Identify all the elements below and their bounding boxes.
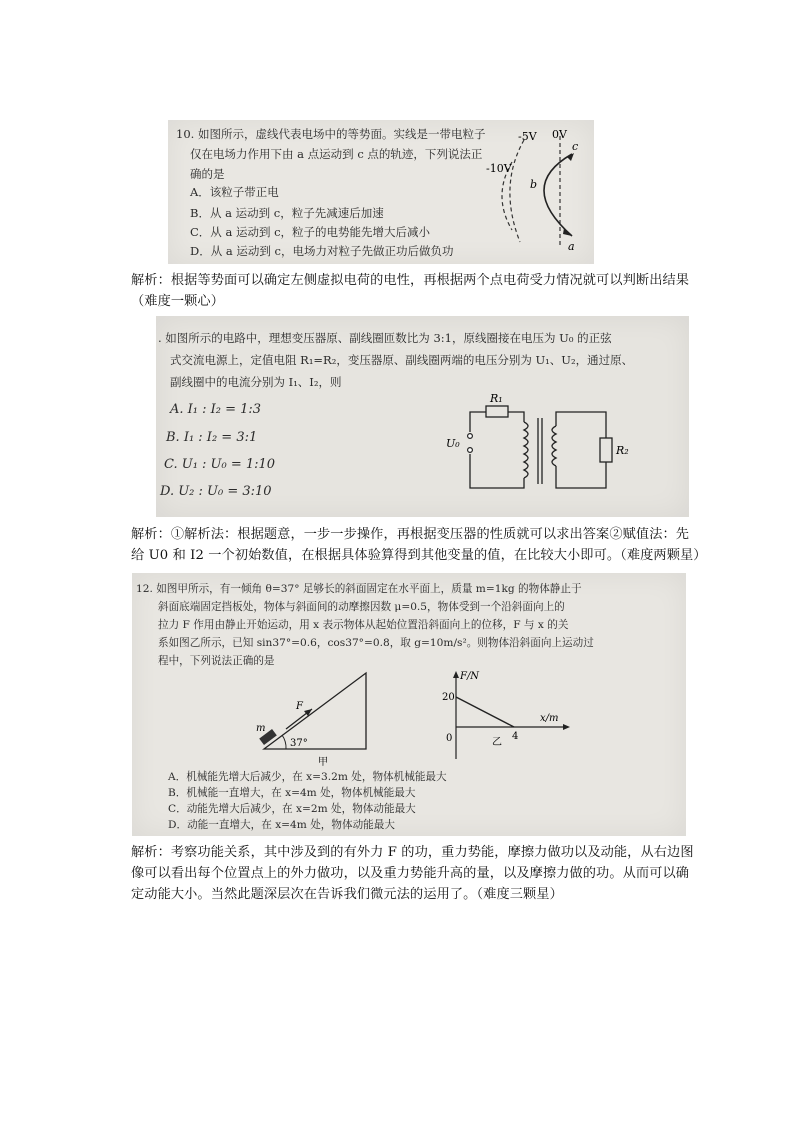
q12-stem-line: 12. 如图甲所示，有一倾角 θ=37° 足够长的斜面固定在水平面上，质量 m=1kg 的物体静止于 bbox=[136, 583, 582, 595]
analysis-line: 定动能大小。当然此题深层次在告诉我们微元法的运用了。（难度三颗星） bbox=[131, 887, 563, 902]
label-r2: R₂ bbox=[616, 444, 629, 457]
q11-analysis bbox=[131, 524, 707, 566]
q11-option-d: D. U₂ : U₀ = 3:10 bbox=[160, 484, 272, 499]
label-m: m bbox=[256, 723, 266, 734]
label-x-axis: x/m bbox=[540, 713, 559, 724]
q12-analysis bbox=[131, 842, 701, 905]
circuit-wire bbox=[470, 412, 486, 432]
q10-option-d: D．从 a 运动到 c，电场力对粒子先做正功后做负功 bbox=[190, 244, 454, 258]
q12-photo bbox=[132, 573, 686, 836]
circuit-wire bbox=[556, 462, 606, 488]
label-minus10v: -10V bbox=[486, 162, 512, 175]
q11-option-b: B. I₁ : I₂ = 3:1 bbox=[166, 430, 258, 445]
f-x-line bbox=[456, 697, 514, 727]
label-20: 20 bbox=[442, 692, 455, 703]
q10-stem-line: 10. 如图所示，虚线代表电场中的等势面。实线是一带电粒子 bbox=[176, 127, 486, 141]
incline bbox=[264, 673, 366, 749]
label-u0: U₀ bbox=[446, 437, 460, 450]
q11-circuit-figure bbox=[446, 392, 646, 502]
q12-stem-line: 拉力 F 作用由静止开始运动，用 x 表示物体从起始位置沿斜面向上的位移，F 与 x 的关 bbox=[158, 619, 569, 631]
q12-option-a: A．机械能先增大后减少，在 x=3.2m 处，物体机械能最大 bbox=[168, 771, 447, 783]
q12-option-b: B．机械能一直增大，在 x=4m 处，物体机械能最大 bbox=[168, 787, 416, 799]
q10-option-a: A．该粒子带正电 bbox=[190, 185, 279, 199]
label-4: 4 bbox=[512, 731, 519, 742]
q12-stem-line: 系如图乙所示，已知 sin37°=0.6，cos37°=0.8，取 g=10m/s²。则物体沿斜面向上运动过 bbox=[158, 637, 594, 649]
label-minus5v: -5V bbox=[518, 130, 537, 143]
label-jia: 甲 bbox=[318, 757, 328, 768]
q10-photo bbox=[168, 120, 594, 264]
circuit-wire bbox=[470, 454, 524, 488]
source-terminal bbox=[468, 448, 473, 453]
circuit-wire bbox=[508, 412, 524, 422]
q10-option-b: B．从 a 运动到 c，粒子先减速后加速 bbox=[190, 206, 384, 220]
q11-option-a: A. I₁ : I₂ = 1:3 bbox=[170, 402, 262, 417]
analysis-line: （难度一颗心） bbox=[131, 294, 225, 309]
q10-analysis bbox=[131, 270, 691, 312]
label-f-axis: F/N bbox=[460, 671, 480, 682]
label-origin: 0 bbox=[446, 733, 453, 744]
q11-stem-line: 副线圈中的电流分别为 I₁、I₂，则 bbox=[170, 375, 342, 389]
analysis-line: 解析：考察功能关系，其中涉及到的有外力 F 的功，重力势能，摩擦力做功以及动能，从右边图 bbox=[131, 845, 694, 860]
arrow-head-icon bbox=[453, 671, 459, 678]
q11-stem-line: 式交流电源上，定值电阻 R₁=R₂，变压器原、副线圈两端的电压分别为 U₁、U₂，通过原、 bbox=[170, 353, 634, 367]
label-f: F bbox=[296, 701, 303, 712]
q11-photo bbox=[156, 316, 689, 517]
label-37deg: 37° bbox=[290, 738, 308, 749]
arrow-head-icon bbox=[563, 228, 572, 236]
secondary-coil bbox=[552, 426, 556, 466]
angle-arc bbox=[282, 735, 286, 749]
q12-stem-line: 斜面底端固定挡板处，物体与斜面间的动摩擦因数 μ=0.5，物体受到一个沿斜面向上的 bbox=[158, 601, 565, 613]
analysis-line: 像可以看出每个位置点上的外力做功，以及重力势能升高的量，以及摩擦力做的功。从而可以确 bbox=[131, 866, 690, 881]
q10-stem-line: 仅在电场力作用下由 a 点运动到 c 点的轨迹，下列说法正 bbox=[190, 147, 483, 161]
equipotential-line bbox=[510, 140, 524, 242]
resistor-r1 bbox=[486, 406, 508, 417]
q11-option-c: C. U₁ : U₀ = 1:10 bbox=[164, 457, 276, 472]
label-b: b bbox=[530, 178, 538, 191]
q11-stem-line: . 如图所示的电路中，理想变压器原、副线圈匝数比为 3:1，原线圈接在电压为 U₀ 的正弦 bbox=[158, 331, 612, 345]
label-a: a bbox=[568, 240, 575, 253]
arrow-head-icon bbox=[563, 724, 570, 730]
label-c: c bbox=[572, 140, 579, 153]
label-r1: R₁ bbox=[490, 392, 503, 405]
label-0v: 0V bbox=[552, 128, 567, 141]
resistor-r2 bbox=[600, 438, 612, 462]
analysis-line: 解析：根据等势面可以确定左侧虚拟电荷的电性，再根据两个点电荷受力情况就可以判断出结果 bbox=[131, 273, 690, 288]
analysis-line: 解析：①解析法：根据题意，一步一步操作，再根据变压器的性质就可以求出答案②赋值法：先 bbox=[131, 527, 690, 542]
q12-option-d: D．动能一直增大，在 x=4m 处，物体动能最大 bbox=[168, 819, 395, 831]
label-yi: 乙 bbox=[492, 737, 502, 748]
q12-option-c: C．动能先增大后减少，在 x=2m 处，物体动能最大 bbox=[168, 803, 416, 815]
q12-stem-line: 程中，下列说法正确的是 bbox=[158, 655, 275, 667]
q12-fx-graph bbox=[442, 669, 582, 769]
source-terminal bbox=[468, 434, 473, 439]
q10-option-c: C．从 a 运动到 c，粒子的电势能先增大后减小 bbox=[190, 225, 431, 239]
analysis-line: 给 U0 和 I2 一个初始数值，在根据具体验算得到其他变量的值，在比较大小即可。（难度两颗星） bbox=[131, 548, 707, 563]
q10-field-figure bbox=[468, 126, 588, 256]
primary-coil bbox=[524, 422, 528, 478]
q10-stem-line: 确的是 bbox=[190, 167, 225, 181]
particle-trajectory bbox=[544, 154, 572, 236]
circuit-wire bbox=[556, 412, 606, 438]
q12-incline-figure bbox=[242, 669, 392, 769]
